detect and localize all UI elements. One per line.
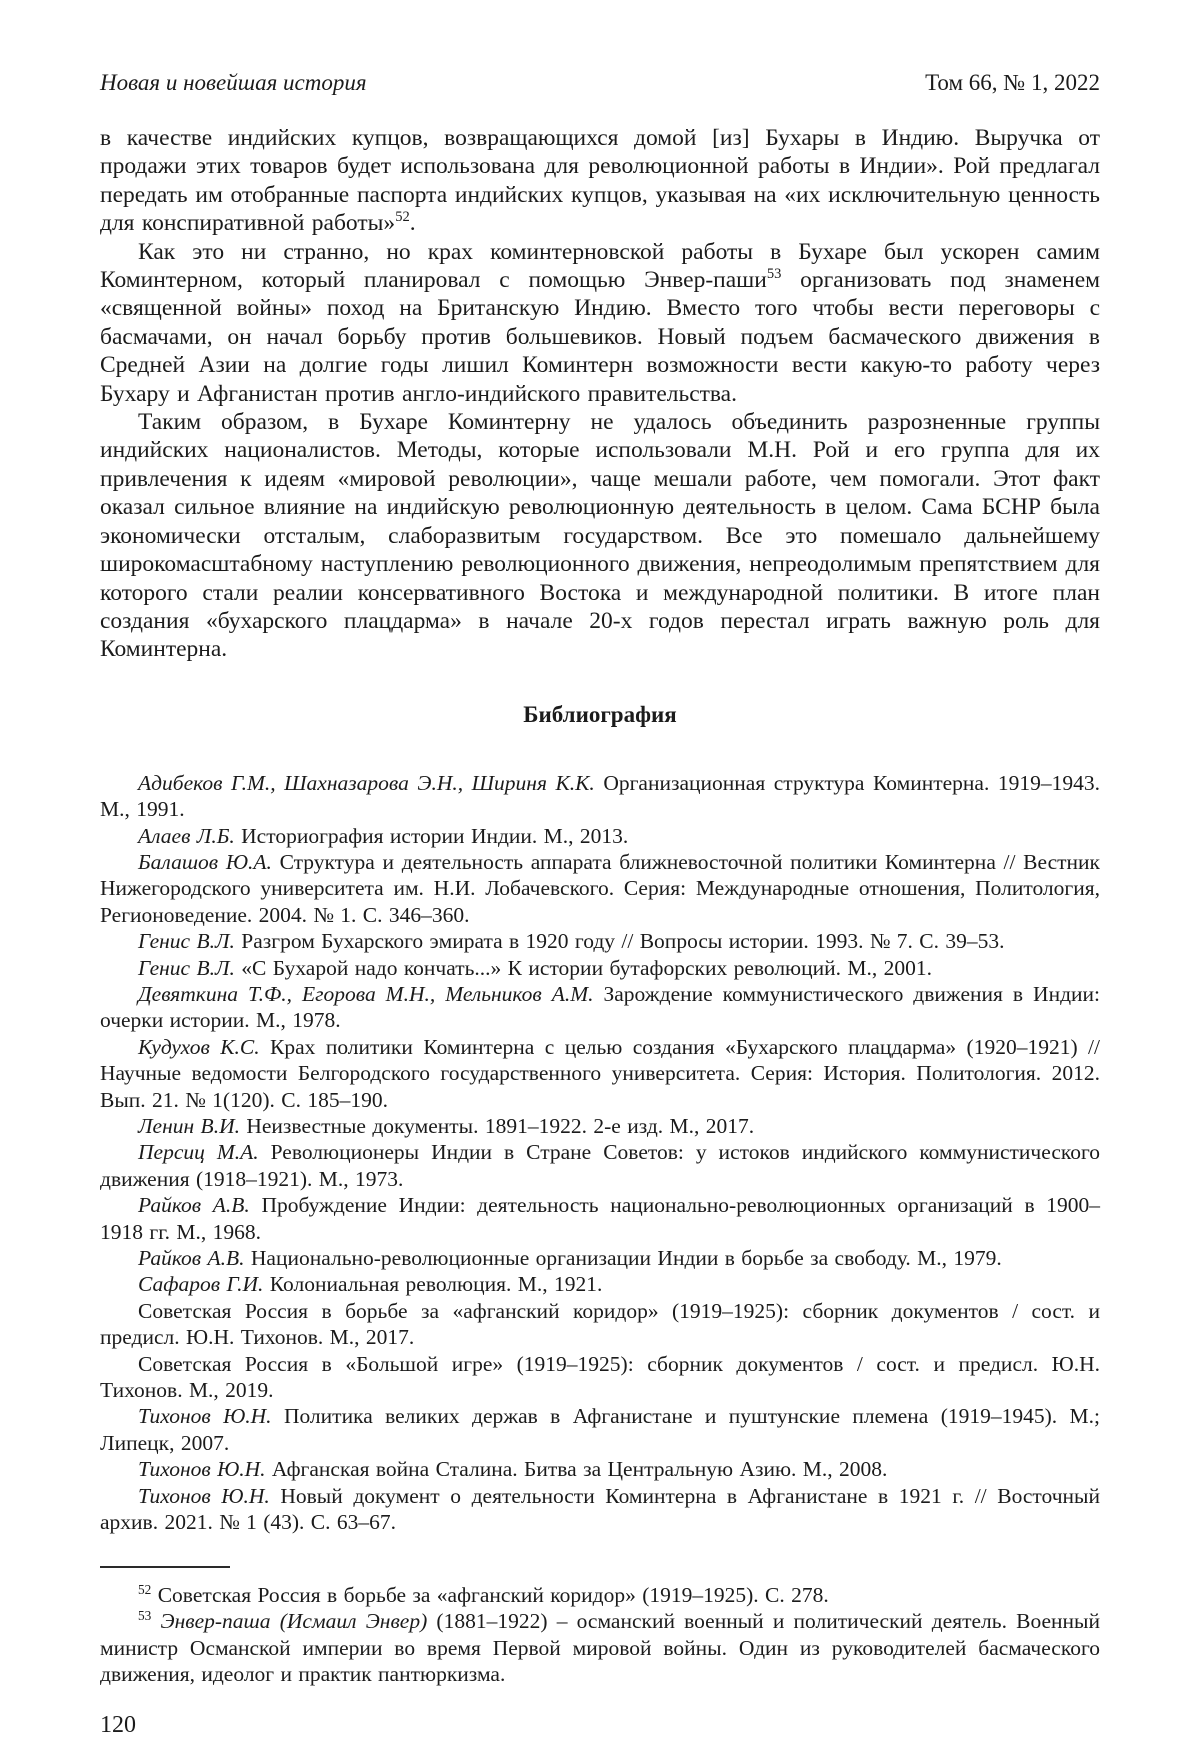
bib-text: Неизвестные документы. 1891–1922. 2-е изд. М., 2017. [239, 1114, 755, 1138]
bibliography-entry [100, 823, 1100, 849]
bib-authors: Сафаров Г.И. [138, 1272, 264, 1297]
bib-authors: Тихонов Ю.Н. [138, 1457, 266, 1482]
footnote-text: Советская Россия в борьбе за «афганский коридор» (1919–1925). С. 278. [151, 1582, 829, 1607]
bib-authors: Тихонов Ю.Н. [138, 1404, 272, 1429]
paragraph-text: Как это ни странно, но крах коминтерновской работы в Бухаре был ускорен самим Коминтерном, который планировал с помощью Энвер-паши [100, 238, 1100, 294]
bib-text: Колониальная революция. М., 1921. [263, 1272, 603, 1297]
bib-text: Афганская война Сталина. Битва за Центральную Азию. М., 2008. [265, 1457, 888, 1482]
bibliography-entry [100, 1113, 1100, 1139]
paragraph-text: Таким образом, в Бухаре Коминтерну не удалось объединить разрозненные группы индийских националистов. Методы, которые использовали М.Н. Рой и его группа для их привлечения к идеям «мировой революции», чаще мешали работе, чем помогали. Этот факт оказал сильное влияние на индийскую революционную деятельность в целом. Сама БСНР была экономически отсталым, слаборазвитым государством. Все это помешало дальнейшему широкомасштабному наступлению революционного движения, непреодолимым препятствием для которого стали реалии консервативного Востока и международной политики. В итоге план создания «бухарского плацдарма» в начале 20-х годов перестал играть важную роль для Коминтерна. [100, 409, 1100, 663]
paragraph [100, 238, 1100, 408]
paragraph [100, 408, 1100, 664]
footnote-ref-52: 52 [395, 209, 410, 226]
footnote-marker-53: 53 [138, 1607, 152, 1623]
bib-text: Пробуждение Индии: деятельность национально-революционных организаций в 1900–1918 гг. М., 1968. [100, 1193, 1100, 1244]
bib-authors: Девяткина Т.Ф., Егорова М.Н., Мельников А.М. [138, 981, 594, 1006]
bib-authors: Балашов Ю.А. [138, 849, 272, 874]
footnote-marker-52: 52 [138, 1581, 152, 1597]
footnotes [100, 1582, 1100, 1688]
bib-authors: Генис В.Л. [138, 929, 235, 954]
bibliography-entry [100, 1351, 1100, 1404]
bib-text: Советская Россия в борьбе за «афганский коридор» (1919–1925): сборник документов / сост. и предисл. Ю.Н. Тихонов. М., 2017. [100, 1298, 1100, 1350]
bib-text: Организационная структура Коминтерна. 1919–1943. М., 1991. [100, 770, 1100, 822]
bib-text: Разгром Бухарского эмирата в 1920 году // Вопросы истории. 1993. № 7. С. 39–53. [234, 929, 1005, 954]
bib-authors: Тихонов Ю.Н. [138, 1483, 270, 1508]
bib-text: Новый документ о деятельности Коминтерна в Афганистане в 1921 г. // Восточный архив. 2021. № 1 (43). С. 63–67. [100, 1483, 1100, 1535]
bibliography-entry [100, 1139, 1100, 1192]
paragraph-continuation [100, 124, 1100, 238]
bib-authors: Персиц М.А. [138, 1140, 259, 1165]
bib-authors: Алаев Л.Б. [138, 823, 235, 848]
footnote-53 [100, 1608, 1100, 1688]
bibliography-entry [100, 1034, 1100, 1113]
bibliography-entry [100, 849, 1100, 928]
bibliography-entry [100, 1245, 1100, 1271]
bibliography-entry [100, 770, 1100, 823]
bibliography-entry [100, 1483, 1100, 1536]
footnote-separator [100, 1566, 230, 1568]
bib-authors: Адибеков Г.М., Шахназарова Э.Н., Шириня К.К. [138, 770, 595, 795]
bib-text: Зарождение коммунистического движения в Индии: очерки истории. М., 1978. [100, 981, 1100, 1033]
bibliography-entry [100, 1298, 1100, 1351]
bibliography-entry [100, 928, 1100, 954]
bibliography-entry [100, 955, 1100, 981]
paragraph-text: . [409, 210, 416, 237]
bib-text: Политика великих держав в Афганистане и пуштунские племена (1919–1945). М.; Липецк, 2007. [100, 1404, 1101, 1455]
article-body [100, 124, 1100, 664]
bibliography-entry [100, 1456, 1100, 1482]
bib-authors: Кудухов К.С. [138, 1034, 260, 1059]
running-head [100, 70, 1100, 96]
bibliography-entry [100, 1192, 1100, 1245]
bib-text: Историография истории Индии. М., 2013. [234, 823, 629, 848]
bib-text: «С Бухарой надо кончать...» К истории бутафорских революций. М., 2001. [234, 955, 933, 980]
bib-text: Крах политики Коминтерна с целью создания «Бухарского плацдарма» (1920–1921) // Научные ведомости Белгородского государственного университета. Серия: История. Политология. 2012. Вып. 21. № 1(120). С. 185–190. [100, 1034, 1100, 1112]
bib-text: Революционеры Индии в Стране Советов: у истоков индийского коммунистического движения (1918–1921). М., 1973. [100, 1140, 1101, 1191]
bibliography-entry [100, 1271, 1100, 1297]
paragraph-text: организовать под знаменем «священной войны» поход на Британскую Индию. Вместо того чтобы вести переговоры с басмачами, он начал борьбу против большевиков. Новый подъем басмаческого движения в Средней Азии на долгие годы лишил Коминтерн возможности вести какую-то работу через Бухару и Афганистан против англо-индийского правительства. [100, 267, 1100, 407]
bibliography-heading: Библиография [523, 701, 677, 727]
footnote-person-name: Энвер-паша (Исмаил Энвер) [151, 1609, 428, 1634]
footnote-52 [100, 1582, 1100, 1609]
journal-title: Новая и новейшая история [100, 70, 367, 95]
bibliography-entry [100, 981, 1100, 1034]
bib-text: Национально-революционные организации Индии в борьбе за свободу. М., 1979. [244, 1246, 1002, 1271]
bib-text: Советская Россия в «Большой игре» (1919–1925): сборник документов / сост. и предисл. Ю.Н. Тихонов. М., 2019. [100, 1351, 1100, 1403]
page-number: 120 [100, 1711, 136, 1738]
bib-authors: Генис В.Л. [138, 955, 235, 980]
bib-authors: Райков А.В. [138, 1193, 250, 1218]
bibliography-entry [100, 1403, 1100, 1456]
issue-info: Том 66, № 1, 2022 [925, 70, 1100, 95]
footnote-ref-53: 53 [766, 266, 782, 283]
bibliography-list [100, 770, 1100, 1536]
footnote-text: (1881–1922) – османский военный и политический деятель. Военный министр Османской империи во время Первой мировой войны. Один из руководителей басмаческого движения, идеолог и практик пантюркизма. [100, 1609, 1100, 1687]
paragraph-text: в качестве индийских купцов, возвращающихся домой [из] Бухары в Индию. Выручка от продажи этих товаров будет использована для революционной работы в Индии». Рой предлагал передать им отобранные паспорта индийских купцов, указывая на «их исключительную ценность для конспиративной работы» [100, 125, 1100, 237]
bib-authors: Ленин В.И. [138, 1114, 240, 1138]
bib-text: Структура и деятельность аппарата ближневосточной политики Коминтерна // Вестник Нижегородского университета им. Н.И. Лобачевского. Серия: Международные отношения, Политология, Регионоведение. 2004. № 1. С. 346–360. [100, 849, 1100, 927]
bib-authors: Райков А.В. [138, 1246, 245, 1271]
